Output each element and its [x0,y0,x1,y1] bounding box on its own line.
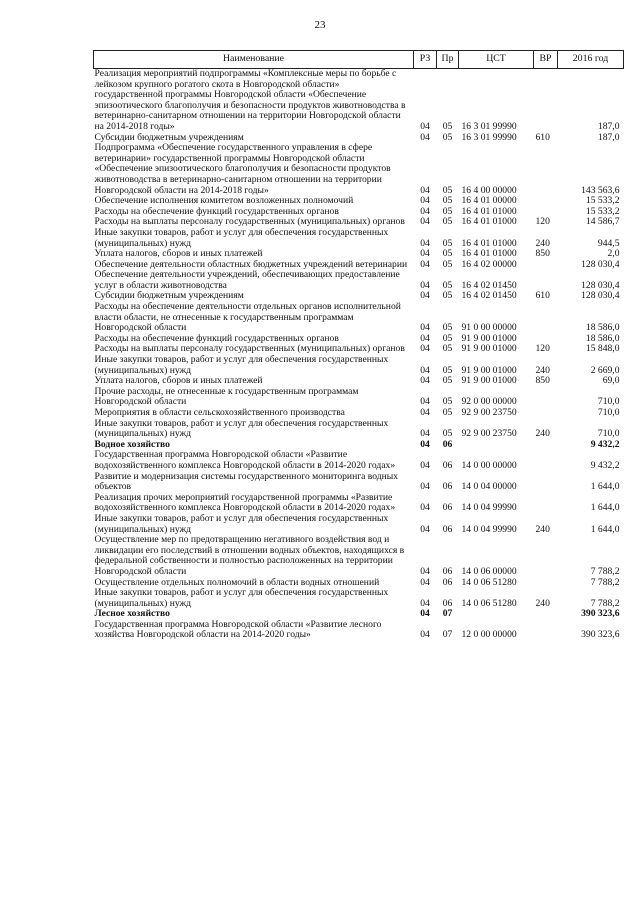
row-pr: 05 [442,396,453,408]
row-rz: 04 [420,565,430,577]
row-pr: 06 [442,438,453,450]
table-row [94,472,624,493]
row-name: Расходы на обеспечение деятельности отдельных органов исполнительной власти области, не отнесенные к государственным программам Новгородской области [94,301,401,334]
row-rz: 04 [420,237,430,249]
row-vr [534,535,558,577]
row-cst [459,609,534,620]
table-header [94,51,624,69]
header-name: Наименование [94,51,414,69]
table-row [94,620,624,641]
table-row [94,514,624,535]
row-amount: 128 030,4 [581,258,620,270]
row-pr: 05 [442,428,453,440]
table-row [94,450,624,471]
row-cst: 91 9 00 01000 [461,364,517,376]
table-row [94,535,624,577]
row-name: Иные закупки товаров, работ и услуг для обеспечения государственных (муниципальных) нужд [94,587,389,609]
row-name: Расходы на обеспечение функций государственных органов [94,332,339,344]
row-cst: 16 4 01 01000 [461,205,517,217]
row-pr: 06 [442,597,453,609]
budget-table [93,50,624,641]
table-row [94,143,624,196]
table-row [94,588,624,609]
row-pr: 05 [442,279,453,291]
row-name: Лесное хозяйство [94,608,170,620]
row-vr: 240 [535,364,550,376]
row-vr [534,578,558,589]
row-rz: 04 [420,407,430,418]
row-vr [534,440,558,451]
row-cst: 14 0 04 99990 [461,502,517,514]
table-row [94,270,624,291]
row-rz: 04 [420,332,430,344]
row-name: Расходы на выплаты персоналу государственных (муниципальных) органов [94,343,405,355]
table-row [94,493,624,514]
row-cst [459,440,534,451]
row-name: Уплата налогов, сборов и иных платежей [94,248,263,260]
row-amount: 2 669,0 [590,364,620,376]
row-cst: 91 9 00 01000 [461,375,517,387]
row-pr: 05 [442,205,453,217]
row-cst: 16 4 02 00000 [461,258,517,270]
row-name: Государственная программа Новгородской области «Развитие лесного хозяйства Новгородской области на 2014-2020 годы» [94,618,382,641]
row-pr: 05 [442,131,453,143]
row-pr: 05 [442,120,453,132]
row-amount: 390 323,6 [581,629,620,641]
row-name: Водное хозяйство [94,438,170,450]
row-name: Обеспечение исполнения комитетом возложенных полномочий [94,195,354,207]
table-row [94,355,624,376]
header-pr: Пр [437,51,459,69]
row-name: Осуществление отдельных полномочий в области водных отношений [94,576,380,588]
row-vr: 240 [535,597,550,609]
row-rz: 04 [420,523,430,535]
header-cst: ЦСТ [459,51,534,69]
row-cst: 14 0 06 51280 [461,597,517,609]
row-pr: 07 [442,629,453,641]
table-row [94,69,624,133]
row-vr [534,260,558,271]
row-name: Государственная программа Новгородской области «Развитие водохозяйственного комплекса Новгородской области в 2014-2020 годах» [94,449,396,471]
row-cst: 14 0 06 51280 [461,576,517,588]
row-amount: 710,0 [597,396,620,408]
row-vr [534,609,558,620]
table-body [94,69,624,642]
row-name: Развитие и модернизация системы государственного мониторинга водных объектов [94,470,399,493]
row-amount: 128 030,4 [581,290,620,302]
row-rz: 04 [420,629,430,641]
row-pr: 05 [442,195,453,207]
row-rz: 04 [420,258,430,270]
row-vr: 120 [535,216,550,228]
row-vr [534,196,558,207]
row-cst: 14 0 00 00000 [461,459,517,471]
table-row [94,302,624,334]
row-cst: 16 4 01 01000 [461,237,517,249]
row-rz: 04 [420,120,430,132]
page-number: 23 [314,19,326,31]
row-cst: 91 9 00 01000 [461,332,517,344]
row-amount: 7 788,2 [590,576,620,588]
row-amount: 710,0 [597,407,620,418]
row-cst: 16 4 01 01000 [461,216,517,228]
row-pr: 06 [442,481,453,493]
row-vr [534,408,558,419]
row-name: Субсидии бюджетным учреждениям [94,131,244,143]
row-amount: 128 030,4 [581,279,620,291]
row-vr: 610 [535,290,550,302]
row-cst: 16 4 01 00000 [461,195,517,207]
row-pr: 05 [442,258,453,270]
row-pr: 06 [442,459,453,471]
row-amount: 7 788,2 [590,565,620,577]
row-cst: 16 4 00 00000 [461,184,517,196]
row-vr: 610 [535,131,550,143]
row-name: Подпрограмма «Обеспечение государственного управления в сфере ветеринарии» государственной программы Новгородской области «Обеспечение эпизоотического благополучия и безопасности продуктов животноводства в ветеринарно-санитарном отношении на территории Новгородской области на 2014-2018 годы» [94,142,391,196]
row-pr: 06 [442,523,453,535]
row-rz: 04 [420,481,430,493]
row-cst: 14 0 06 00000 [461,565,517,577]
row-amount: 1 644,0 [590,523,620,535]
row-vr [534,143,558,196]
row-cst: 16 3 01 99990 [461,120,517,132]
row-name: Осуществление мер по предотвращению негативного воздействия вод и ликвидации его последствий в отношении водных объектов, находящихся в федеральной собственности и полностью расположенных на территории Новгородской области [94,534,405,577]
row-amount: 15 533,2 [585,205,620,217]
row-name: Прочие расходы, не отнесенные к государственным программам Новгородской области [94,385,359,408]
row-amount: 15 533,2 [585,195,620,207]
row-cst: 92 9 00 23750 [461,407,517,418]
row-vr [534,387,558,408]
row-rz: 04 [420,322,430,334]
row-rz: 04 [420,343,430,355]
row-vr [534,493,558,514]
row-vr [534,69,558,133]
row-amount: 710,0 [597,428,620,440]
row-name: Реализация мероприятий подпрограммы «Комплексные меры по борьбе с лейкозом крупного рогатого скота в Новгородской области» государственной программы Новгородской области «Обеспечение эпизоотического благополучия и безопасности продуктов животноводства в ветеринарно-санитарном отношении на территории Новгородской области на 2014-2018 годы» [94,68,406,132]
row-name: Субсидии бюджетным учреждениям [94,290,244,302]
row-vr [534,620,558,641]
row-amount: 7 788,2 [590,597,620,609]
row-pr: 05 [442,343,453,355]
row-vr: 850 [535,248,550,260]
row-rz: 04 [420,216,430,228]
row-rz: 04 [420,428,430,440]
row-cst: 91 9 00 01000 [461,343,517,355]
row-amount: 187,0 [597,131,620,143]
header-vr: ВР [534,51,558,69]
row-pr: 05 [442,332,453,344]
row-vr: 240 [535,523,550,535]
row-rz: 04 [420,184,430,196]
header-year: 2016 год [558,51,624,69]
row-pr: 05 [442,216,453,228]
row-pr: 05 [442,375,453,387]
row-name: Иные закупки товаров, работ и услуг для обеспечения государственных (муниципальных) нужд [94,417,389,440]
row-rz: 04 [420,396,430,408]
row-cst: 92 0 00 00000 [461,396,517,408]
row-cst: 92 9 00 23750 [461,428,517,440]
row-pr: 05 [442,248,453,260]
row-amount: 15 848,0 [585,343,620,355]
row-cst: 16 4 02 01450 [461,279,517,291]
row-rz: 04 [420,608,430,620]
row-rz: 04 [420,195,430,207]
row-rz: 04 [420,131,430,143]
row-amount: 390 323,6 [581,608,620,620]
row-amount: 944,5 [597,237,620,249]
row-amount: 1 644,0 [590,502,620,514]
row-rz: 04 [420,576,430,588]
row-cst: 14 0 04 99990 [461,523,517,535]
table-row [94,228,624,249]
row-rz: 04 [420,364,430,376]
row-rz: 04 [420,290,430,302]
row-pr: 07 [442,608,453,620]
row-pr: 06 [442,576,453,588]
row-name: Расходы на выплаты персоналу государственных (муниципальных) органов [94,216,405,228]
row-pr: 05 [442,290,453,302]
row-cst: 16 3 01 99990 [461,131,517,143]
row-amount: 14 586,7 [585,216,620,228]
row-vr [534,270,558,291]
row-rz: 04 [420,459,430,471]
row-vr [534,472,558,493]
row-vr [534,302,558,334]
row-pr: 05 [442,364,453,376]
row-amount: 9 432,2 [590,438,620,450]
row-pr: 05 [442,184,453,196]
row-name: Мероприятия в области сельскохозяйственного производства [94,407,345,418]
row-cst: 16 4 02 01450 [461,290,517,302]
row-rz: 04 [420,438,430,450]
row-amount: 9 432,2 [590,459,620,471]
table-row [94,387,624,408]
row-amount: 18 586,0 [585,322,620,334]
row-name: Иные закупки товаров, работ и услуг для обеспечения государственных (муниципальных) нужд [94,354,389,376]
row-cst: 16 4 01 01000 [461,248,517,260]
row-amount: 143 563,6 [581,184,620,196]
row-amount: 69,0 [602,375,620,387]
row-rz: 04 [420,375,430,387]
row-amount: 187,0 [597,120,620,132]
row-rz: 04 [420,279,430,291]
row-vr: 120 [535,343,550,355]
row-amount: 2,0 [607,248,620,260]
row-name: Реализация прочих мероприятий государственной программы «Развитие водохозяйственного комплекса Новгородской области в 2014-2020 годах» [94,491,396,514]
row-rz: 04 [420,597,430,609]
row-pr: 06 [442,565,453,577]
row-cst: 91 0 00 00000 [461,322,517,334]
row-pr: 06 [442,502,453,514]
row-cst: 14 0 04 00000 [461,481,517,493]
row-name: Иные закупки товаров, работ и услуг для обеспечения государственных (муниципальных) нужд [94,512,389,535]
header-rz: РЗ [414,51,437,69]
row-pr: 05 [442,322,453,334]
row-vr: 240 [535,237,550,249]
row-cst: 12 0 00 00000 [461,629,517,641]
row-name: Иные закупки товаров, работ и услуг для обеспечения государственных (муниципальных) нужд [94,226,389,249]
row-vr: 240 [535,428,550,440]
table-row [94,408,624,419]
row-name: Обеспечение деятельности учреждений, обеспечивающих предоставление услуг в области животноводства [94,269,400,291]
row-vr: 850 [535,375,550,387]
row-vr [534,450,558,471]
row-pr: 05 [442,237,453,249]
row-amount: 1 644,0 [590,481,620,493]
row-name: Расходы на обеспечение функций государственных органов [94,205,339,217]
row-name: Обеспечение деятельности областных бюджетных учреждений ветеринарии [94,258,408,270]
row-rz: 04 [420,248,430,260]
row-rz: 04 [420,205,430,217]
row-pr: 05 [442,407,453,418]
row-rz: 04 [420,502,430,514]
row-amount: 18 586,0 [585,332,620,344]
row-name: Уплата налогов, сборов и иных платежей [94,375,263,387]
table-row [94,419,624,440]
